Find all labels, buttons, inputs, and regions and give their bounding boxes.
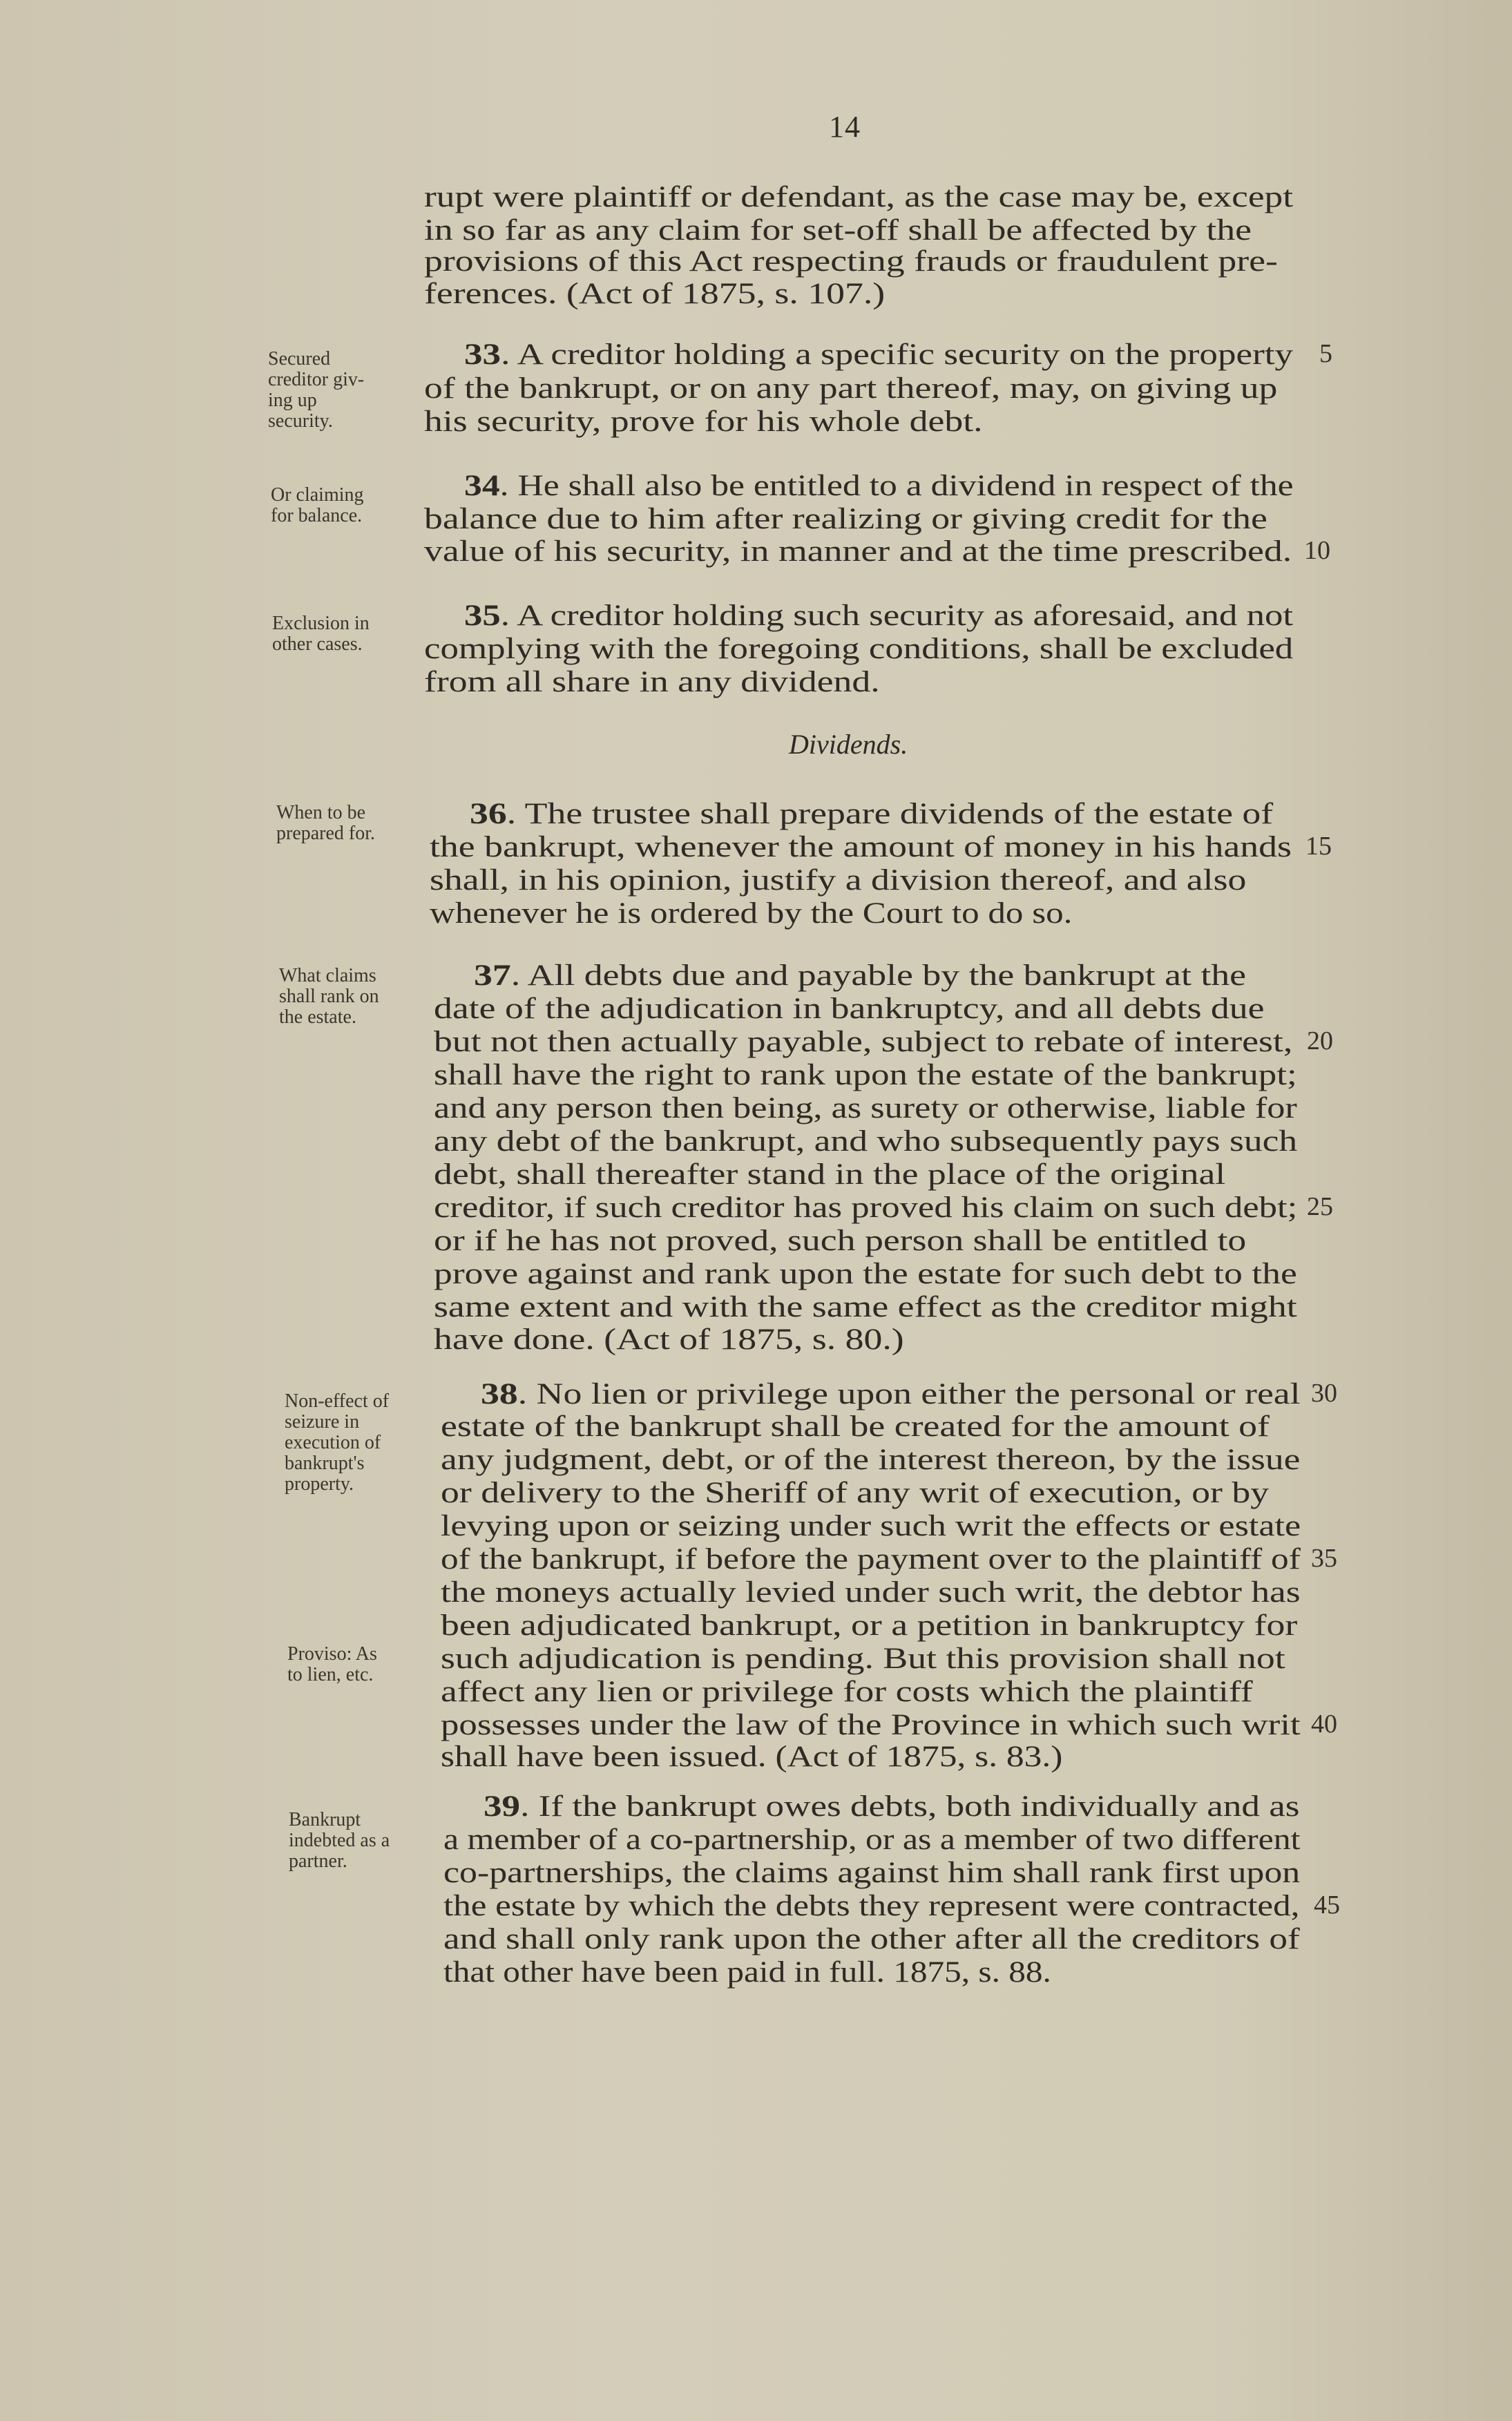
margin-note-line: What claims <box>279 965 376 986</box>
line-text: the moneys actually levied under such writ, the debtor has <box>441 1576 1301 1609</box>
line-text: his security, prove for his whole debt. <box>424 405 983 438</box>
margin-note-line: other cases. <box>272 633 363 655</box>
line-text: value of his security, in manner and at the time prescribed. <box>424 535 1292 568</box>
line-text: a member of a co-partnership, or as a member of two different <box>443 1824 1301 1856</box>
margin-note-line: security. <box>268 410 333 432</box>
line-text: any debt of the bankrupt, and who subsequently pays such <box>434 1125 1298 1158</box>
text-line <box>441 1576 1301 1609</box>
text-line <box>443 1824 1300 1857</box>
text-line <box>441 1741 1062 1774</box>
section-number: 36 <box>470 798 507 830</box>
margin-note-line: Bankrupt <box>289 1809 361 1830</box>
line-text: any judgment, debt, or of the interest thereon, by the issue <box>441 1444 1301 1476</box>
line-text: date of the adjudication in bankruptcy, and all debts due <box>434 993 1265 1025</box>
text-line <box>424 633 1293 666</box>
margin-note-line: Proviso: As <box>287 1643 377 1665</box>
text-line <box>441 1643 1285 1676</box>
line-text: provisions of this Act respecting frauds or fraudulent pre- <box>424 245 1278 278</box>
text-line <box>434 1291 1297 1324</box>
text-line <box>434 1059 1297 1092</box>
line-number: 40 <box>1311 1710 1337 1739</box>
line-text: possesses under the law of the Province in which such writ <box>441 1709 1301 1741</box>
margin-note-line: When to be <box>276 802 366 823</box>
section-number: 38 <box>481 1378 518 1410</box>
line-text: the bankrupt, whenever the amount of money in his hands <box>430 831 1292 863</box>
section-number: 37 <box>474 959 511 992</box>
text-line <box>441 1543 1301 1576</box>
text-line <box>441 1410 1270 1444</box>
line-number: 25 <box>1307 1192 1333 1221</box>
line-text: whenever he is ordered by the Court to do so. <box>430 897 1073 930</box>
section-number: 35 <box>464 600 501 632</box>
margin-note-line: the estate. <box>279 1006 356 1028</box>
text-line <box>430 864 1246 897</box>
margin-note-line: Secured <box>268 348 331 370</box>
margin-note-line: seizure in <box>285 1411 360 1433</box>
line-text: shall have been issued. (Act of 1875, s. 83.) <box>441 1741 1063 1773</box>
line-text: of the bankrupt, or on any part thereof, may, on giving up <box>424 372 1278 405</box>
margin-note-line: Or claiming <box>271 484 364 506</box>
text-line <box>464 338 1293 372</box>
line-text: . A creditor holding such security as aforesaid, and not <box>500 600 1294 632</box>
text-line <box>484 1790 1299 1824</box>
margin-note-line: partner. <box>289 1850 347 1872</box>
section-number: 33 <box>464 338 501 371</box>
line-text: shall, in his opinion, justify a division thereof, and also <box>430 864 1247 897</box>
text-line <box>434 1092 1297 1125</box>
line-text: rupt were plaintiff or defendant, as the case may be, except <box>424 181 1294 213</box>
text-line <box>424 503 1267 536</box>
line-text: of the bankrupt, if before the payment over to the plaintiff of <box>441 1543 1301 1576</box>
text-line <box>434 1323 904 1357</box>
line-text: but not then actually payable, subject to rebate of interest, <box>434 1026 1293 1058</box>
line-text: . All debts due and payable by the bankrupt at the <box>510 959 1247 992</box>
margin-note-line: Exclusion in <box>272 613 370 634</box>
margin-note-line: indebted as a <box>289 1830 390 1851</box>
text-line <box>424 372 1277 405</box>
line-text: balance due to him after realizing or giving credit for the <box>424 503 1267 535</box>
text-line <box>424 214 1252 247</box>
line-text: the estate by which the debts they represent were contracted, <box>443 1890 1300 1922</box>
text-line <box>434 993 1265 1026</box>
text-line <box>424 278 885 311</box>
line-text: or if he has not proved, such person shall be entitled to <box>434 1225 1247 1257</box>
margin-note-line: shall rank on <box>279 986 379 1007</box>
text-line <box>434 1192 1297 1225</box>
line-text: . He shall also be entitled to a dividend in respect of the <box>499 470 1294 502</box>
text-line <box>434 1026 1292 1059</box>
line-number: 45 <box>1314 1891 1340 1920</box>
margin-note-line: bankrupt's <box>285 1453 365 1474</box>
line-text: same extent and with the same effect as the creditor might <box>434 1291 1297 1323</box>
line-text: prove against and rank upon the estate for such debt to the <box>434 1258 1297 1290</box>
text-line <box>443 1857 1300 1890</box>
margin-note-line: prepared for. <box>276 823 376 844</box>
section-heading: Dividends. <box>789 729 908 760</box>
line-text: and any person then being, as surety or otherwise, liable for <box>434 1092 1297 1125</box>
line-text: ferences. (Act of 1875, s. 107.) <box>424 278 886 310</box>
text-line <box>443 1890 1299 1923</box>
text-line <box>424 181 1293 214</box>
line-text: from all share in any dividend. <box>424 666 880 698</box>
text-line <box>441 1609 1297 1643</box>
text-line <box>464 470 1294 503</box>
line-text: in so far as any claim for set-off shall be affected by the <box>424 214 1252 247</box>
line-text: . No lien or privilege upon either the personal or real <box>517 1378 1301 1410</box>
text-line <box>434 1258 1297 1291</box>
text-line <box>441 1709 1301 1742</box>
margin-note-line: execution of <box>285 1432 381 1453</box>
line-text: . If the bankrupt owes debts, both individually and as <box>520 1790 1300 1823</box>
text-line <box>443 1956 1051 1989</box>
text-line <box>443 1923 1300 1956</box>
text-line <box>434 1125 1297 1158</box>
line-number: 5 <box>1319 339 1332 368</box>
line-text: have done. (Act of 1875, s. 80.) <box>434 1323 904 1356</box>
line-number: 35 <box>1311 1544 1337 1573</box>
line-text: been adjudicated bankrupt, or a petition in bankruptcy for <box>441 1609 1298 1642</box>
text-line <box>424 245 1278 278</box>
line-text: estate of the bankrupt shall be created for the amount of <box>441 1410 1270 1443</box>
line-number: 15 <box>1305 832 1332 861</box>
text-line <box>424 666 880 699</box>
line-text: . The trustee shall prepare dividends of the estate of <box>506 798 1274 830</box>
line-text: such adjudication is pending. But this provision shall not <box>441 1643 1285 1675</box>
text-line <box>441 1444 1300 1477</box>
margin-note-line: property. <box>285 1473 354 1495</box>
line-number: 20 <box>1307 1026 1333 1055</box>
margin-note-line: to lien, etc. <box>287 1664 374 1685</box>
section-number: 34 <box>464 470 500 502</box>
line-text: shall have the right to rank upon the estate of the bankrupt; <box>434 1059 1297 1091</box>
text-line <box>441 1477 1269 1510</box>
line-text: affect any lien or privilege for costs which the plaintiff <box>441 1676 1253 1708</box>
text-line <box>434 1225 1246 1258</box>
text-line <box>481 1378 1301 1411</box>
section-number: 39 <box>484 1790 521 1823</box>
text-line <box>464 600 1293 633</box>
line-number: 30 <box>1311 1379 1337 1408</box>
margin-note-line: Non-effect of <box>285 1390 390 1412</box>
line-text: and shall only rank upon the other after all the creditors of <box>443 1923 1300 1955</box>
margin-note-line: for balance. <box>271 505 363 526</box>
line-text: that other have been paid in full. 1875, s. 88. <box>443 1956 1051 1989</box>
margin-note-line: creditor giv- <box>268 369 365 390</box>
text-line <box>430 897 1072 930</box>
line-text: debt, shall thereafter stand in the place of the original <box>434 1158 1226 1191</box>
line-text: or delivery to the Sheriff of any writ of execution, or by <box>441 1477 1270 1509</box>
line-text: . A creditor holding a specific security on the property <box>501 338 1294 371</box>
margin-note-line: ing up <box>268 390 317 411</box>
text-line <box>424 405 983 439</box>
text-line <box>441 1510 1301 1543</box>
line-text: complying with the foregoing conditions, shall be excluded <box>424 633 1294 665</box>
text-line <box>441 1676 1253 1709</box>
line-text: levying upon or seizing under such writ the effects or estate <box>441 1510 1301 1542</box>
line-text: creditor, if such creditor has proved his claim on such debt; <box>434 1192 1298 1224</box>
text-line <box>424 535 1292 568</box>
text-line <box>470 798 1273 831</box>
line-number: 10 <box>1304 536 1330 565</box>
text-line <box>434 1158 1225 1192</box>
line-text: co-partnerships, the claims against him shall rank first upon <box>443 1857 1301 1889</box>
text-line <box>430 831 1292 864</box>
page-number: 14 <box>829 110 861 144</box>
text-line <box>474 959 1246 993</box>
